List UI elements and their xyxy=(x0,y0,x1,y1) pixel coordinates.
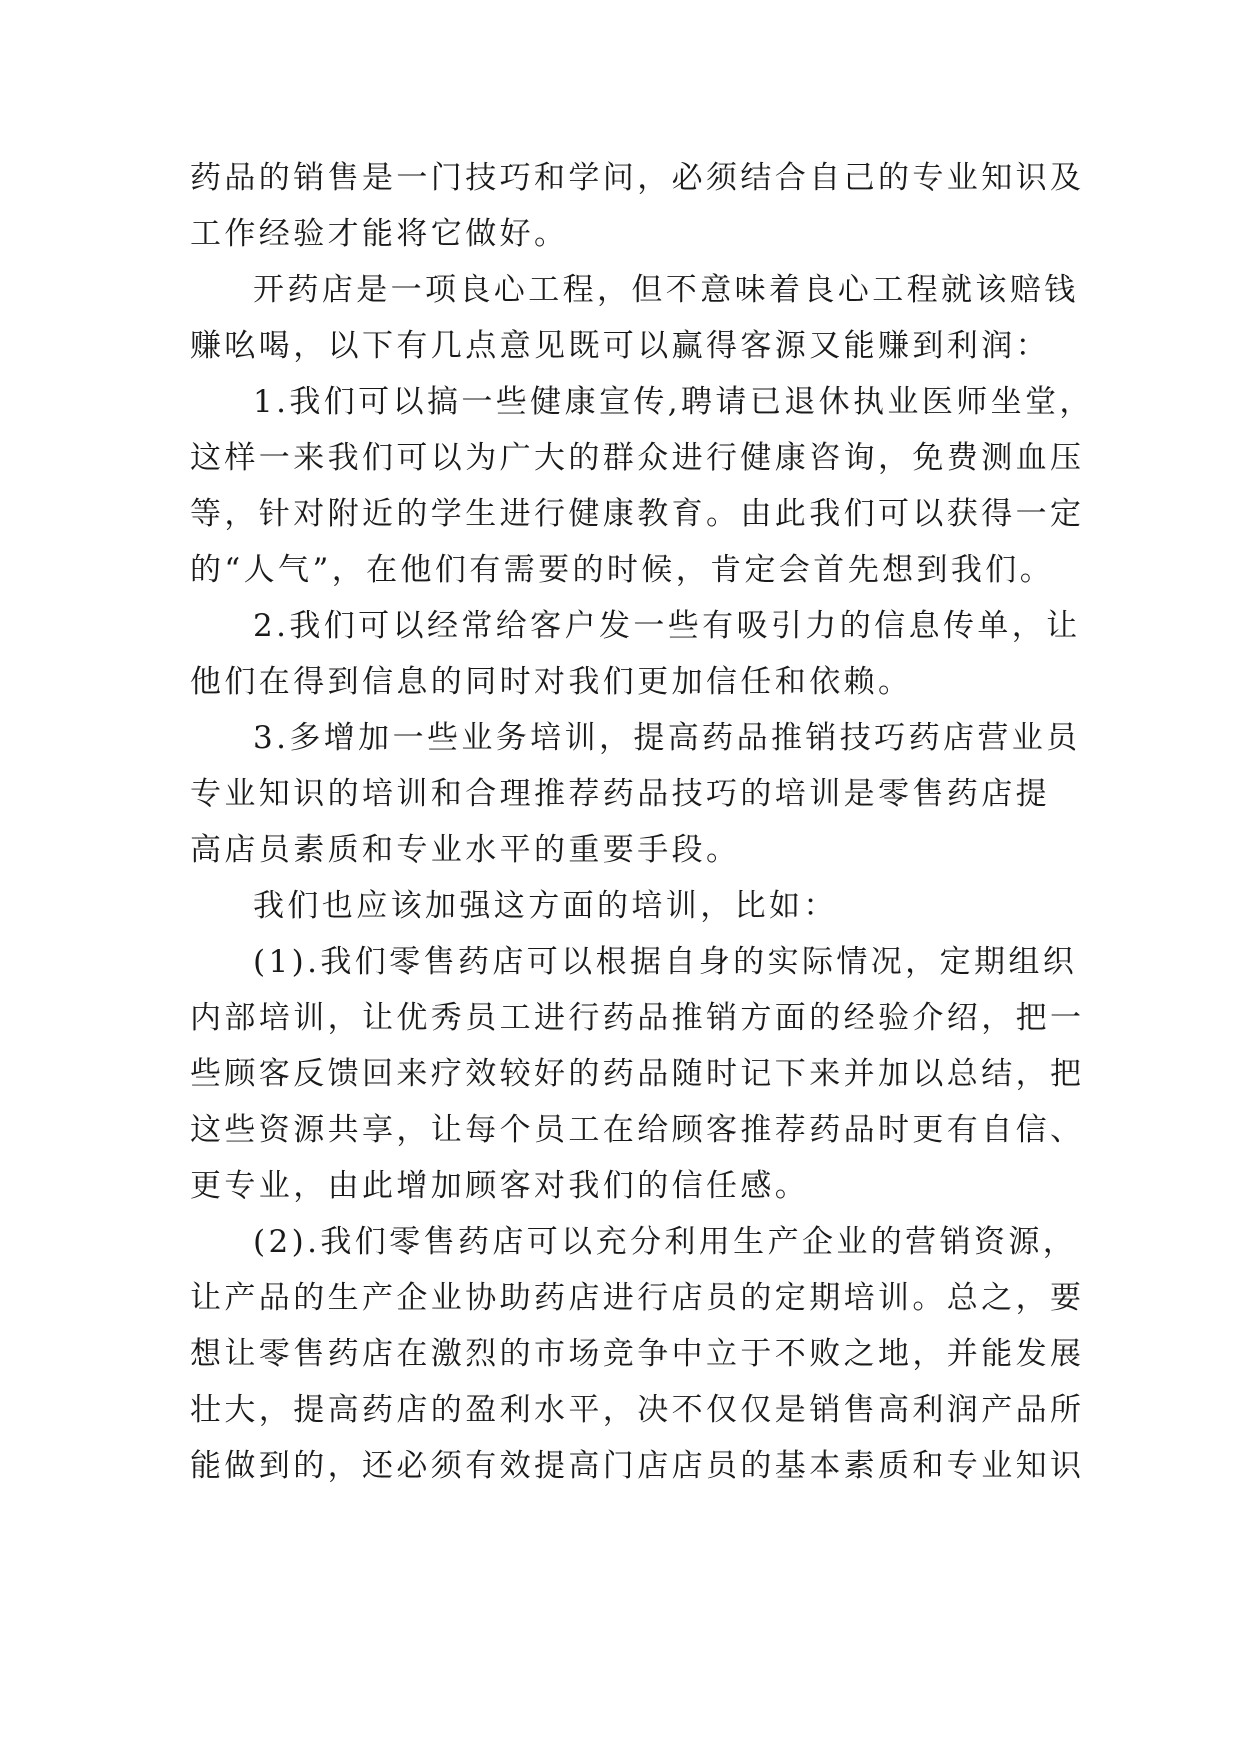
document-body xyxy=(190,150,1094,1494)
text-line: 内部培训，让优秀员工进行药品推销方面的经验介绍，把一 xyxy=(190,1000,1085,1036)
text-line: 等，针对附近的学生进行健康教育。由此我们可以获得一定 xyxy=(190,496,1085,532)
text-line: 些顾客反馈回来疗效较好的药品随时记下来并加以总结，把 xyxy=(190,1056,1085,1092)
sub-item-2-line: (2).我们零售药店可以充分利用生产企业的营销资源， xyxy=(253,1224,1078,1260)
list-item-1-line: 1.我们可以搞一些健康宣传,聘请已退休执业医师坐堂， xyxy=(253,384,1094,420)
list-item-2-line: 2.我们可以经常给客户发一些有吸引力的信息传单，让 xyxy=(253,608,1081,644)
paragraph-start-line: 开药店是一项良心工程，但不意味着良心工程就该赔钱 xyxy=(253,272,1079,308)
text-line: 药品的销售是一门技巧和学问，必须结合自己的专业知识及 xyxy=(190,160,1085,196)
text-line: 专业知识的培训和合理推荐药品技巧的培训是零售药店提 xyxy=(190,776,1050,812)
list-item-3-line: 3.多增加一些业务培训，提高药品推销技巧药店营业员 xyxy=(253,720,1081,756)
text-line: 让产品的生产企业协助药店进行店员的定期培训。总之，要 xyxy=(190,1280,1085,1316)
text-line: 这些资源共享，让每个员工在给顾客推荐药品时更有自信、 xyxy=(190,1112,1085,1148)
text-line: 工作经验才能将它做好。 xyxy=(190,216,569,252)
text-line: 赚吆喝，以下有几点意见既可以赢得客源又能赚到利润： xyxy=(190,328,1050,364)
text-line: 他们在得到信息的同时对我们更加信任和依赖。 xyxy=(190,664,913,700)
text-line: 这样一来我们可以为广大的群众进行健康咨询，免费测血压 xyxy=(190,440,1085,476)
paragraph-start-line: 我们也应该加强这方面的培训，比如： xyxy=(253,888,838,924)
text-line: 能做到的，还必须有效提高门店店员的基本素质和专业知识 xyxy=(190,1448,1085,1484)
text-line: 壮大，提高药店的盈利水平，决不仅仅是销售高利润产品所 xyxy=(190,1392,1085,1428)
text-line: 高店员素质和专业水平的重要手段。 xyxy=(190,832,741,868)
text-line: 的“人气”，在他们有需要的时候，肯定会首先想到我们。 xyxy=(190,552,1055,588)
text-line: 想让零售药店在激烈的市场竞争中立于不败之地，并能发展 xyxy=(190,1336,1085,1372)
sub-item-1-line: (1).我们零售药店可以根据自身的实际情况，定期组织 xyxy=(253,944,1078,980)
text-line: 更专业，由此增加顾客对我们的信任感。 xyxy=(190,1168,810,1204)
